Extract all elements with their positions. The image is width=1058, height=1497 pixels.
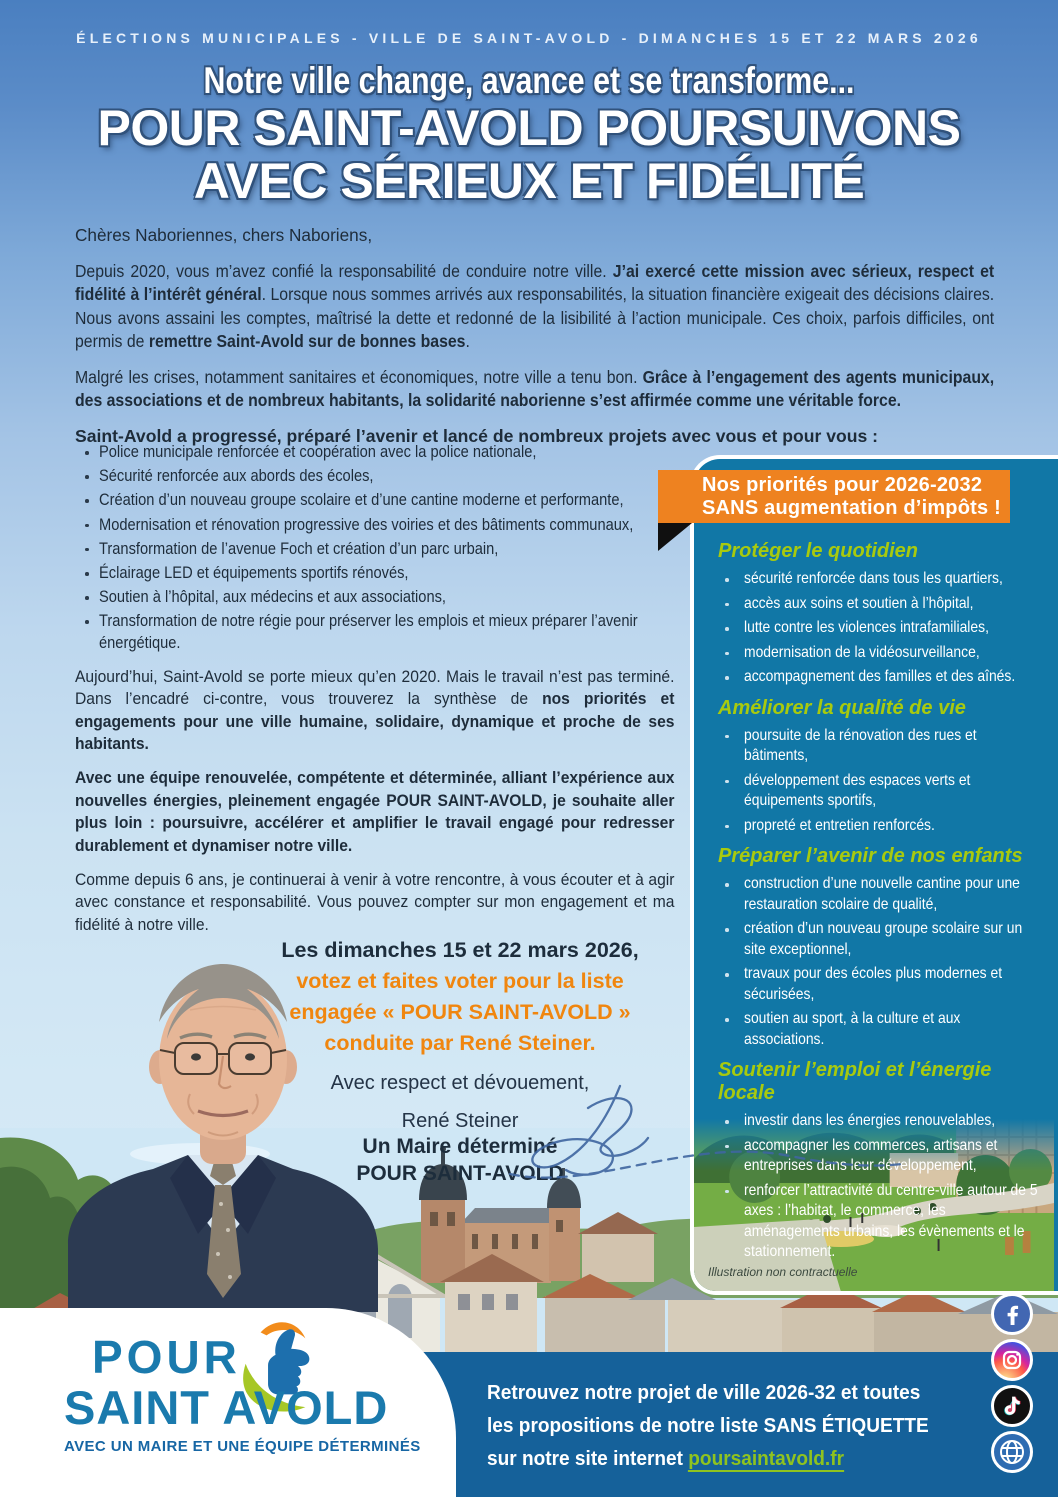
footer-line2: les propositions de notre liste SANS ÉTIQUETTE	[487, 1414, 929, 1437]
priority-section-heading: Protéger le quotidien	[718, 540, 919, 562]
list-item: sécurité renforcée dans tous les quartiers,	[718, 569, 1044, 590]
letter-left-column	[75, 442, 675, 936]
facebook-icon[interactable]	[991, 1293, 1033, 1335]
paragraph: Depuis 2020, vous m’avez confié la responsabilité de conduire notre ville. J’ai exercé cette mission avec sérieux, respect et fidélité à l’intérêt général. Lorsque nous sommes arrivés aux responsabilités, la situation financière exigeait des décisions claires. Nous avons assaini les comptes, maîtrisé la dette et redonné de la lisibilité à l’action municipale. Ces choix, parfois difficiles, ont permis de remettre Saint-Avold sur de bonnes bases.	[75, 260, 995, 351]
masthead: ÉLECTIONS MUNICIPALES - VILLE DE SAINT-AVOLD - DIMANCHES 15 ET 22 MARS 2026	[76, 30, 982, 46]
instagram-icon[interactable]	[991, 1339, 1033, 1381]
list-item: modernisation de la vidéosurveillance,	[718, 643, 1044, 664]
website-link[interactable]: poursaintavold.fr	[688, 1447, 845, 1470]
list-item: Création d’un nouveau groupe scolaire et d’une cantine moderne et performante,	[75, 490, 675, 511]
salutation: Chères Naboriennes, chers Naboriens,	[75, 225, 373, 245]
footer-line3-prefix: sur notre site internet	[487, 1447, 689, 1470]
election-dates: Les dimanches 15 et 22 mars 2026,	[281, 938, 639, 962]
globe-icon[interactable]	[991, 1431, 1033, 1473]
list-item: création d’un nouveau groupe scolaire sur un site exceptionnel,	[718, 919, 1044, 960]
tiktok-icon[interactable]	[991, 1385, 1033, 1427]
list-item: accompagnement des familles et des aînés.	[718, 667, 1044, 688]
list-item: travaux pour des écoles plus modernes et sécurisées,	[718, 964, 1044, 1005]
priority-list	[718, 726, 1044, 837]
list-item: investir dans les énergies renouvelables,	[718, 1111, 1044, 1132]
list-item: renforcer l’attractivité du centre-ville autour de 5 axes : l’habitat, le commerce, les aménagements urbains, les évènements et le stationnement.	[718, 1181, 1044, 1263]
paragraph: Malgré les crises, notamment sanitaires et économiques, notre ville a tenu bon. Grâce à l’engagement des agents municipaux, des associations et de nombreux habitants, la solidarité naborienne s’est affirmée comme une véritable force.	[75, 366, 995, 410]
list-item: Éclairage LED et équipements sportifs rénovés,	[75, 563, 675, 584]
list-item: accompagner les commerces, artisans et entreprises dans leur développement,	[718, 1136, 1044, 1177]
priority-section-heading: Préparer l’avenir de nos enfants	[718, 845, 1023, 867]
ribbon-line2: SANS augmentation d’impôts !	[702, 497, 1001, 519]
logo-saint-avold: SAINT AVOLD	[64, 1381, 389, 1434]
text-line: votez et faites voter pour la liste	[296, 969, 624, 993]
hero-kicker: Notre ville change, avance et se transforme...	[203, 60, 855, 101]
hero-title-line1: POUR SAINT-AVOLD POURSUIVONS	[97, 100, 961, 156]
list-item: soutien au sport, à la culture et aux associations.	[718, 1009, 1044, 1050]
priorities-ribbon	[658, 470, 1010, 523]
list-item: développement des espaces verts et équipements sportifs,	[718, 771, 1044, 812]
list-item: Transformation de l’avenue Foch et création d’un parc urbain,	[75, 539, 675, 560]
achievements-list	[75, 442, 675, 654]
hero-title	[0, 102, 1058, 208]
social-icons	[991, 1293, 1033, 1473]
paragraph: Avec une équipe renouvelée, compétente et déterminée, alliant l’expérience aux nouvelles énergies, pleinement engagée POUR SAINT-AVOLD, je souhaite aller plus loin : poursuivre, accélérer et amplifier le travail engagé pour redresser durablement et dynamiser notre ville.	[75, 768, 675, 855]
hero-title-line2: AVEC SÉRIEUX ET FIDÉLITÉ	[193, 153, 865, 209]
list-item: Sécurité renforcée aux abords des écoles,	[75, 466, 675, 487]
list-item: poursuite de la rénovation des rues et bâtiments,	[718, 726, 1044, 767]
signature	[470, 1072, 910, 1202]
lead-line: Saint-Avold a progressé, préparé l’avenir et lancé de nombreux projets avec vous et pour vous :	[75, 425, 879, 446]
text-line: engagée « POUR SAINT-AVOLD »	[289, 1000, 631, 1024]
footer-line1: Retrouvez notre projet de ville 2026-32 et toutes	[487, 1381, 921, 1404]
priority-section-heading: Soutenir l’emploi et l’énergie locale	[718, 1059, 992, 1104]
logo-pour: POUR	[92, 1331, 241, 1383]
footer-text	[487, 1376, 962, 1475]
candidate-name: René Steiner	[401, 1110, 519, 1132]
priority-section-heading: Améliorer la qualité de vie	[718, 696, 966, 719]
list-item: Transformation de notre régie pour préserver les emplois et mieux préparer l’avenir énergétique.	[75, 611, 675, 653]
logo-panel	[0, 1308, 456, 1497]
illustration-caption: Illustration non contractuelle	[708, 1265, 858, 1279]
list-item: construction d’une nouvelle cantine pour une restauration scolaire de qualité,	[718, 874, 1044, 915]
ribbon-fold	[658, 523, 692, 551]
list-item: lutte contre les violences intrafamiliales,	[718, 618, 1044, 639]
priority-list	[718, 569, 1044, 688]
priority-list	[718, 874, 1044, 1050]
paragraph: Comme depuis 6 ans, je continuerai à venir à votre rencontre, à vous écouter et à agir avec constance et responsabilité. Vous pouvez compter sur mon engagement et ma fidélité à notre ville.	[75, 870, 675, 934]
footer-line3	[487, 1442, 962, 1475]
list-item: Police municipale renforcée et coopération avec la police nationale,	[75, 442, 675, 463]
closing-line: Avec respect et dévouement,	[330, 1072, 590, 1094]
text-line: conduite par René Steiner.	[324, 1031, 596, 1055]
ribbon-line1: Nos priorités pour 2026-2032	[702, 474, 983, 496]
candidate-role-line2: POUR SAINT-AVOLD	[356, 1162, 564, 1185]
letter-intro	[75, 224, 995, 460]
paragraph: Aujourd’hui, Saint-Avold se porte mieux qu’en 2020. Mais le travail n’est pas terminé. Dans l’encadré ci-contre, vous trouverez la synthèse de nos priorités et engagements pour une ville humaine, solidaire, dynamique et proche de ses habitants.	[75, 666, 675, 754]
candidate-role-line1: Un Maire déterminé	[362, 1135, 558, 1158]
list-item: propreté et entretien renforcés.	[718, 816, 1044, 837]
candidate-photo	[48, 942, 398, 1312]
logo-tagline: AVEC UN MAIRE ET UNE ÉQUIPE DÉTERMINÉS	[64, 1438, 421, 1455]
list-item: Soutien à l’hôpital, aux médecins et aux associations,	[75, 587, 675, 608]
list-item: Modernisation et rénovation progressive des voiries et des bâtiments communaux,	[75, 515, 675, 536]
list-item: accès aux soins et soutien à l’hôpital,	[718, 594, 1044, 615]
